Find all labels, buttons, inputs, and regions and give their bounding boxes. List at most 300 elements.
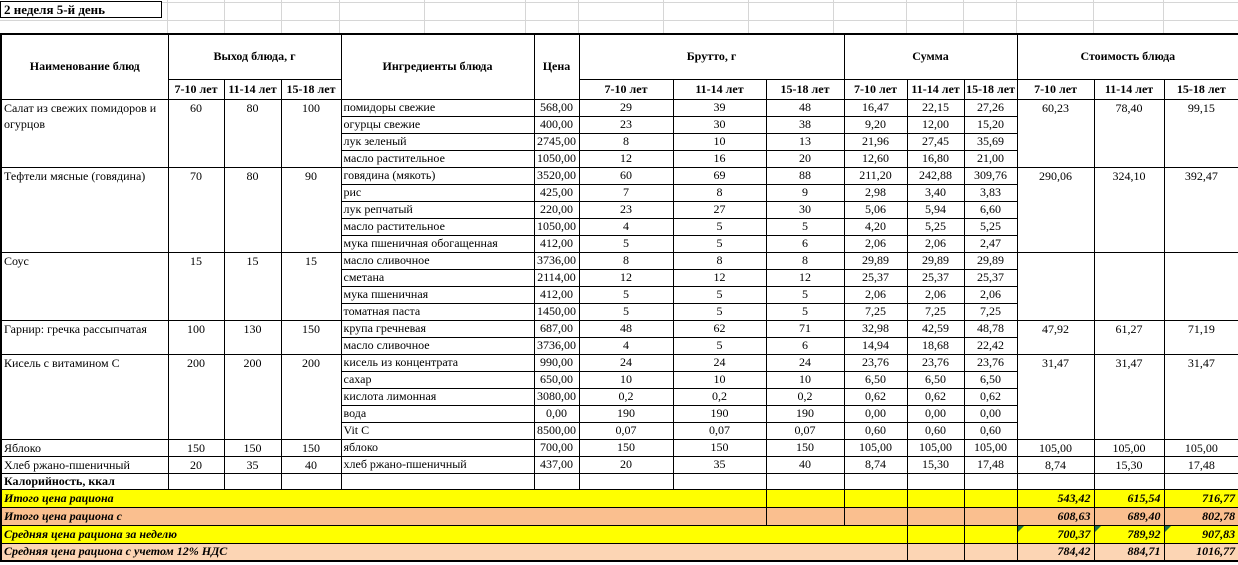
ingredient-name-cell[interactable]: масло растительное	[341, 218, 534, 235]
summary-value-cell[interactable]	[1017, 543, 1094, 561]
summary-spacer-cell[interactable]	[766, 489, 844, 507]
summary-value-cell[interactable]	[1094, 525, 1164, 543]
sum-cell[interactable]: 12,00	[907, 116, 964, 133]
brutto-cell[interactable]: 8	[579, 252, 673, 269]
brutto-cell[interactable]: 4	[579, 337, 673, 354]
output-cell[interactable]: 150	[281, 320, 341, 354]
ingredient-name-cell[interactable]: лук зеленый	[341, 133, 534, 150]
summary-value: 716,77	[1202, 490, 1236, 505]
summary-value-cell[interactable]	[1164, 525, 1238, 543]
brutto-cell[interactable]: 5	[673, 218, 766, 235]
ingredient-row	[1, 456, 1238, 473]
ingredient-name-cell[interactable]: хлеб ржано-пшеничный	[341, 456, 534, 473]
header-brutto[interactable]: Брутто, г	[579, 34, 844, 79]
empty-cell[interactable]	[964, 473, 1017, 489]
sum-cell[interactable]: 4,20	[844, 218, 907, 235]
price-cell[interactable]: 1050,00	[534, 218, 579, 235]
summary-label-cell[interactable]: Средняя цена рациона за неделю	[1, 525, 907, 543]
sum-cell[interactable]: 42,59	[907, 320, 964, 337]
brutto-cell[interactable]: 38	[766, 116, 844, 133]
sum-cell[interactable]: 27,45	[907, 133, 964, 150]
brutto-cell[interactable]: 20	[766, 150, 844, 167]
brutto-cell[interactable]: 62	[673, 320, 766, 337]
brutto-cell[interactable]: 20	[579, 456, 673, 473]
brutto-cell[interactable]: 8	[673, 184, 766, 201]
dish-cost-cell[interactable]: 71,19	[1164, 320, 1238, 354]
sum-cell[interactable]: 35,69	[964, 133, 1017, 150]
summary-spacer-cell[interactable]	[844, 507, 907, 525]
sum-cell[interactable]: 0,62	[907, 388, 964, 405]
ingredient-name-cell[interactable]: томатная паста	[341, 303, 534, 320]
sum-cell[interactable]: 242,88	[907, 167, 964, 184]
brutto-cell[interactable]: 24	[673, 354, 766, 371]
ingredient-name-cell[interactable]: помидоры свежие	[341, 99, 534, 116]
dish-cost-cell[interactable]: 47,92	[1017, 320, 1094, 354]
summary-value-cell[interactable]	[1164, 489, 1238, 507]
price-cell[interactable]: 437,00	[534, 456, 579, 473]
sheet-title-cell[interactable]: 2 неделя 5-й день	[0, 1, 162, 18]
dish-cost-cell[interactable]	[1017, 252, 1094, 320]
header-age-group[interactable]: 11-14 лет	[224, 79, 281, 99]
brutto-cell[interactable]: 7	[579, 184, 673, 201]
brutto-cell[interactable]: 5	[673, 337, 766, 354]
output-cell[interactable]: 15	[224, 252, 281, 320]
sum-cell[interactable]: 23,76	[907, 354, 964, 371]
price-cell[interactable]: 700,00	[534, 439, 579, 456]
price-cell[interactable]: 3080,00	[534, 388, 579, 405]
header-age-group[interactable]: 15-18 лет	[766, 79, 844, 99]
sum-cell[interactable]: 0,60	[964, 422, 1017, 439]
brutto-cell[interactable]: 190	[766, 405, 844, 422]
price-cell[interactable]: 990,00	[534, 354, 579, 371]
ingredient-name-cell[interactable]: мука пшеничная обогащенная	[341, 235, 534, 252]
sum-cell[interactable]: 211,20	[844, 167, 907, 184]
output-cell[interactable]: 130	[224, 320, 281, 354]
brutto-cell[interactable]: 5	[766, 286, 844, 303]
dish-cost-cell[interactable]: 78,40	[1094, 99, 1164, 167]
sum-cell[interactable]: 15,20	[964, 116, 1017, 133]
brutto-cell[interactable]: 4	[579, 218, 673, 235]
empty-cell[interactable]	[168, 473, 224, 489]
price-cell[interactable]: 687,00	[534, 320, 579, 337]
sum-cell[interactable]: 32,98	[844, 320, 907, 337]
dish-name-cell[interactable]: Соус	[1, 252, 168, 320]
header-sum[interactable]: Сумма	[844, 34, 1017, 79]
calories-row	[1, 473, 1238, 489]
summary-spacer-cell[interactable]	[844, 489, 907, 507]
summary-value-cell[interactable]	[1094, 489, 1164, 507]
sum-cell[interactable]: 0,60	[907, 422, 964, 439]
dish-cost-cell[interactable]: 60,23	[1017, 99, 1094, 167]
ingredient-name-cell[interactable]: говядина (мякоть)	[341, 167, 534, 184]
dish-name-cell[interactable]: Хлеб ржано-пшеничный	[1, 456, 168, 473]
dish-cost-cell[interactable]	[1164, 252, 1238, 320]
dish-cost-cell[interactable]: 15,30	[1094, 456, 1164, 473]
sum-cell[interactable]: 9,20	[844, 116, 907, 133]
ingredient-name-cell[interactable]: кисель из концентрата	[341, 354, 534, 371]
header-age-group[interactable]: 15-18 лет	[281, 79, 341, 99]
sum-cell[interactable]: 29,89	[844, 252, 907, 269]
summary-value-cell[interactable]	[1017, 507, 1094, 525]
ingredient-name-cell[interactable]: масло сливочное	[341, 337, 534, 354]
sum-cell[interactable]: 105,00	[844, 439, 907, 456]
calories-label-cell[interactable]: Калорийность, ккал	[1, 473, 168, 489]
sum-cell[interactable]: 2,06	[844, 235, 907, 252]
empty-cell[interactable]	[1017, 473, 1094, 489]
brutto-cell[interactable]: 16	[673, 150, 766, 167]
ingredient-row	[1, 439, 1238, 456]
sum-cell[interactable]: 16,80	[907, 150, 964, 167]
gridline	[1093, 0, 1094, 33]
sum-cell[interactable]: 2,06	[964, 286, 1017, 303]
summary-value-cell[interactable]	[1017, 525, 1094, 543]
price-cell[interactable]: 650,00	[534, 371, 579, 388]
sum-cell[interactable]: 6,60	[964, 201, 1017, 218]
brutto-cell[interactable]: 150	[673, 439, 766, 456]
header-output[interactable]: Выход блюда, г	[168, 34, 341, 79]
dish-cost-cell[interactable]: 105,00	[1164, 439, 1238, 456]
brutto-cell[interactable]: 13	[766, 133, 844, 150]
summary-spacer-cell[interactable]	[964, 543, 1017, 561]
sum-cell[interactable]: 2,06	[907, 235, 964, 252]
brutto-cell[interactable]: 0,07	[673, 422, 766, 439]
brutto-cell[interactable]: 12	[579, 150, 673, 167]
brutto-cell[interactable]: 0,07	[766, 422, 844, 439]
summary-spacer-cell[interactable]	[766, 507, 844, 525]
brutto-cell[interactable]: 12	[766, 269, 844, 286]
price-cell[interactable]: 425,00	[534, 184, 579, 201]
dish-cost-cell[interactable]: 31,47	[1164, 354, 1238, 439]
price-cell[interactable]: 3736,00	[534, 252, 579, 269]
sum-cell[interactable]: 14,94	[844, 337, 907, 354]
brutto-cell[interactable]: 24	[579, 354, 673, 371]
header-age-group[interactable]: 7-10 лет	[168, 79, 224, 99]
brutto-cell[interactable]: 12	[579, 269, 673, 286]
ingredient-name-cell[interactable]: сметана	[341, 269, 534, 286]
brutto-cell[interactable]: 5	[579, 286, 673, 303]
sum-cell[interactable]: 23,76	[964, 354, 1017, 371]
sum-cell[interactable]: 7,25	[964, 303, 1017, 320]
brutto-cell[interactable]: 5	[673, 235, 766, 252]
summary-label-cell[interactable]: Средняя цена рациона с учетом 12% НДС	[1, 543, 907, 561]
brutto-cell[interactable]: 8	[673, 252, 766, 269]
output-cell[interactable]: 200	[224, 354, 281, 439]
sum-cell[interactable]: 25,37	[964, 269, 1017, 286]
empty-cell[interactable]	[1094, 473, 1164, 489]
dish-cost-cell[interactable]: 8,74	[1017, 456, 1094, 473]
sum-cell[interactable]: 21,00	[964, 150, 1017, 167]
dish-cost-cell[interactable]: 324,10	[1094, 167, 1164, 252]
header-age-group[interactable]: 7-10 лет	[579, 79, 673, 99]
ingredient-name-cell[interactable]: кислота лимонная	[341, 388, 534, 405]
summary-row	[1, 543, 1238, 561]
output-cell[interactable]: 150	[168, 439, 224, 456]
sum-cell[interactable]: 5,06	[844, 201, 907, 218]
sum-cell[interactable]: 6,50	[844, 371, 907, 388]
brutto-cell[interactable]: 150	[579, 439, 673, 456]
header-age-group[interactable]: 15-18 лет	[964, 79, 1017, 99]
sum-cell[interactable]: 6,50	[907, 371, 964, 388]
price-cell[interactable]: 3736,00	[534, 337, 579, 354]
sum-cell[interactable]: 22,15	[907, 99, 964, 116]
sum-cell[interactable]: 23,76	[844, 354, 907, 371]
output-cell[interactable]: 150	[224, 439, 281, 456]
summary-spacer-cell[interactable]	[907, 543, 964, 561]
sum-cell[interactable]: 7,25	[907, 303, 964, 320]
header-age-group[interactable]: 11-14 лет	[673, 79, 766, 99]
sum-cell[interactable]: 22,42	[964, 337, 1017, 354]
output-cell[interactable]: 200	[281, 354, 341, 439]
summary-spacer-cell[interactable]	[964, 489, 1017, 507]
brutto-cell[interactable]: 30	[673, 116, 766, 133]
dish-cost-cell[interactable]	[1094, 252, 1164, 320]
brutto-cell[interactable]: 5	[579, 235, 673, 252]
sum-cell[interactable]: 6,50	[964, 371, 1017, 388]
summary-label-cell[interactable]: Итого цена рациона с	[1, 507, 766, 525]
brutto-cell[interactable]: 190	[579, 405, 673, 422]
sum-cell[interactable]: 0,00	[907, 405, 964, 422]
dish-name-cell[interactable]: Салат из свежих помидоров и огурцов	[1, 99, 168, 167]
header-cost[interactable]: Стоимость блюда	[1017, 34, 1238, 79]
summary-spacer-cell[interactable]	[907, 507, 964, 525]
sum-cell[interactable]: 8,74	[844, 456, 907, 473]
sum-cell[interactable]: 18,68	[907, 337, 964, 354]
sum-cell[interactable]: 29,89	[964, 252, 1017, 269]
price-cell[interactable]: 568,00	[534, 99, 579, 116]
dish-name-cell[interactable]: Яблоко	[1, 439, 168, 456]
brutto-cell[interactable]: 29	[579, 99, 673, 116]
empty-cell[interactable]	[281, 473, 341, 489]
brutto-cell[interactable]: 0,2	[673, 388, 766, 405]
ingredient-name-cell[interactable]: масло растительное	[341, 150, 534, 167]
price-cell[interactable]: 412,00	[534, 286, 579, 303]
brutto-cell[interactable]: 12	[673, 269, 766, 286]
output-cell[interactable]: 60	[168, 99, 224, 167]
brutto-cell[interactable]: 9	[766, 184, 844, 201]
brutto-cell[interactable]: 10	[579, 371, 673, 388]
sum-cell[interactable]: 27,26	[964, 99, 1017, 116]
sum-cell[interactable]: 12,60	[844, 150, 907, 167]
sum-cell[interactable]: 7,25	[844, 303, 907, 320]
brutto-cell[interactable]: 190	[673, 405, 766, 422]
empty-cell[interactable]	[844, 473, 907, 489]
empty-cell[interactable]	[341, 473, 534, 489]
summary-value-cell[interactable]	[1094, 543, 1164, 561]
brutto-cell[interactable]: 8	[766, 252, 844, 269]
brutto-cell[interactable]: 10	[673, 371, 766, 388]
output-cell[interactable]: 90	[281, 167, 341, 252]
brutto-cell[interactable]: 5	[766, 218, 844, 235]
header-age-group[interactable]: 11-14 лет	[1094, 79, 1164, 99]
dish-name-cell[interactable]: Тефтели мясные (говядина)	[1, 167, 168, 252]
sum-cell[interactable]: 25,37	[907, 269, 964, 286]
brutto-cell[interactable]: 40	[766, 456, 844, 473]
empty-cell[interactable]	[766, 473, 844, 489]
dish-cost-cell[interactable]: 105,00	[1094, 439, 1164, 456]
summary-label-cell[interactable]: Итого цена рациона	[1, 489, 766, 507]
ingredient-name-cell[interactable]: лук репчатый	[341, 201, 534, 218]
brutto-cell[interactable]: 60	[579, 167, 673, 184]
ingredient-name-cell[interactable]: крупа гречневая	[341, 320, 534, 337]
output-cell[interactable]: 80	[224, 99, 281, 167]
sum-cell[interactable]: 0,60	[844, 422, 907, 439]
brutto-cell[interactable]: 23	[579, 116, 673, 133]
header-age-group[interactable]: 7-10 лет	[844, 79, 907, 99]
brutto-cell[interactable]: 23	[579, 201, 673, 218]
sum-cell[interactable]: 3,83	[964, 184, 1017, 201]
empty-cell[interactable]	[579, 473, 673, 489]
brutto-cell[interactable]: 5	[673, 286, 766, 303]
sum-cell[interactable]: 15,30	[907, 456, 964, 473]
summary-value: 608,63	[1057, 508, 1091, 523]
sum-cell[interactable]: 105,00	[907, 439, 964, 456]
dish-name-cell[interactable]: Гарнир: гречка рассыпчатая	[1, 320, 168, 354]
summary-value-cell[interactable]	[1164, 507, 1238, 525]
summary-value-cell[interactable]	[1017, 489, 1094, 507]
dish-cost-cell[interactable]: 61,27	[1094, 320, 1164, 354]
ingredient-name-cell[interactable]: огурцы свежие	[341, 116, 534, 133]
brutto-cell[interactable]: 0,2	[766, 388, 844, 405]
sum-cell[interactable]: 5,25	[964, 218, 1017, 235]
brutto-cell[interactable]: 150	[766, 439, 844, 456]
brutto-cell[interactable]: 48	[579, 320, 673, 337]
output-cell[interactable]: 100	[281, 99, 341, 167]
sum-cell[interactable]: 16,47	[844, 99, 907, 116]
summary-spacer-cell[interactable]	[907, 489, 964, 507]
brutto-cell[interactable]: 8	[579, 133, 673, 150]
ingredient-name-cell[interactable]: вода	[341, 405, 534, 422]
price-cell[interactable]: 8500,00	[534, 422, 579, 439]
output-cell[interactable]: 20	[168, 456, 224, 473]
sum-cell[interactable]: 2,06	[907, 286, 964, 303]
dish-cost-cell[interactable]: 290,06	[1017, 167, 1094, 252]
sum-cell[interactable]: 2,98	[844, 184, 907, 201]
header-age-group[interactable]: 15-18 лет	[1164, 79, 1238, 99]
ingredient-name-cell[interactable]: яблоко	[341, 439, 534, 456]
sum-cell[interactable]: 0,00	[964, 405, 1017, 422]
output-cell[interactable]: 70	[168, 167, 224, 252]
brutto-cell[interactable]: 71	[766, 320, 844, 337]
summary-value: 1016,77	[1196, 544, 1236, 559]
header-age-group[interactable]: 11-14 лет	[907, 79, 964, 99]
sum-cell[interactable]: 5,94	[907, 201, 964, 218]
output-cell[interactable]: 15	[281, 252, 341, 320]
sum-cell[interactable]: 309,76	[964, 167, 1017, 184]
brutto-cell[interactable]: 5	[766, 303, 844, 320]
price-cell[interactable]: 3520,00	[534, 167, 579, 184]
summary-value: 700,37	[1057, 526, 1091, 541]
sum-cell[interactable]: 0,62	[844, 388, 907, 405]
sum-cell[interactable]: 25,37	[844, 269, 907, 286]
brutto-cell[interactable]: 69	[673, 167, 766, 184]
sum-cell[interactable]: 0,00	[844, 405, 907, 422]
summary-spacer-cell[interactable]	[907, 525, 964, 543]
output-cell[interactable]: 35	[224, 456, 281, 473]
price-cell[interactable]: 412,00	[534, 235, 579, 252]
brutto-cell[interactable]: 0,2	[579, 388, 673, 405]
brutto-cell[interactable]: 10	[673, 133, 766, 150]
price-cell[interactable]: 2745,00	[534, 133, 579, 150]
brutto-cell[interactable]: 35	[673, 456, 766, 473]
brutto-cell[interactable]: 0,07	[579, 422, 673, 439]
ingredient-name-cell[interactable]: сахар	[341, 371, 534, 388]
sum-cell[interactable]: 17,48	[964, 456, 1017, 473]
empty-cell[interactable]	[534, 473, 579, 489]
brutto-cell[interactable]: 5	[673, 303, 766, 320]
price-cell[interactable]: 2114,00	[534, 269, 579, 286]
brutto-cell[interactable]: 27	[673, 201, 766, 218]
header-dish-name[interactable]: Наименование блюд	[1, 34, 168, 99]
dish-cost-cell[interactable]: 392,47	[1164, 167, 1238, 252]
summary-spacer-cell[interactable]	[964, 507, 1017, 525]
header-price[interactable]: Цена	[534, 34, 579, 99]
dish-cost-cell[interactable]: 17,48	[1164, 456, 1238, 473]
sum-cell[interactable]: 105,00	[964, 439, 1017, 456]
output-cell[interactable]: 200	[168, 354, 224, 439]
header-age-group[interactable]: 7-10 лет	[1017, 79, 1094, 99]
empty-cell[interactable]	[224, 473, 281, 489]
brutto-cell[interactable]: 39	[673, 99, 766, 116]
dish-cost-cell[interactable]: 99,15	[1164, 99, 1238, 167]
ingredient-name-cell[interactable]: рис	[341, 184, 534, 201]
dish-cost-cell[interactable]: 31,47	[1017, 354, 1094, 439]
brutto-cell[interactable]: 24	[766, 354, 844, 371]
sum-cell[interactable]: 48,78	[964, 320, 1017, 337]
brutto-cell[interactable]: 48	[766, 99, 844, 116]
empty-cell[interactable]	[907, 473, 964, 489]
brutto-cell[interactable]: 5	[579, 303, 673, 320]
gridline	[339, 0, 340, 33]
sum-cell[interactable]: 2,47	[964, 235, 1017, 252]
empty-cell[interactable]	[1164, 473, 1238, 489]
ingredient-name-cell[interactable]: масло сливочное	[341, 252, 534, 269]
summary-spacer-cell[interactable]	[964, 525, 1017, 543]
summary-row	[1, 489, 1238, 507]
sum-cell[interactable]: 5,25	[907, 218, 964, 235]
output-cell[interactable]: 15	[168, 252, 224, 320]
ingredient-name-cell[interactable]: Vit C	[341, 422, 534, 439]
output-cell[interactable]: 150	[281, 439, 341, 456]
price-cell[interactable]: 220,00	[534, 201, 579, 218]
brutto-cell[interactable]: 10	[766, 371, 844, 388]
header-ingredients[interactable]: Ингредиенты блюда	[341, 34, 534, 99]
output-cell[interactable]: 100	[168, 320, 224, 354]
brutto-cell[interactable]: 6	[766, 337, 844, 354]
summary-value-cell[interactable]	[1164, 543, 1238, 561]
dish-cost-cell[interactable]: 31,47	[1094, 354, 1164, 439]
output-cell[interactable]: 80	[224, 167, 281, 252]
brutto-cell[interactable]: 88	[766, 167, 844, 184]
empty-cell[interactable]	[673, 473, 766, 489]
dish-cost-cell[interactable]: 105,00	[1017, 439, 1094, 456]
ingredient-name-cell[interactable]: мука пшеничная	[341, 286, 534, 303]
output-cell[interactable]: 40	[281, 456, 341, 473]
summary-value-cell[interactable]	[1094, 507, 1164, 525]
sum-cell[interactable]: 2,06	[844, 286, 907, 303]
brutto-cell[interactable]: 30	[766, 201, 844, 218]
sum-cell[interactable]: 21,96	[844, 133, 907, 150]
dish-name-cell[interactable]: Кисель с витамином С	[1, 354, 168, 439]
brutto-cell[interactable]: 6	[766, 235, 844, 252]
price-cell[interactable]: 0,00	[534, 405, 579, 422]
price-cell[interactable]: 400,00	[534, 116, 579, 133]
sum-cell[interactable]: 29,89	[907, 252, 964, 269]
sum-cell[interactable]: 3,40	[907, 184, 964, 201]
price-cell[interactable]: 1450,00	[534, 303, 579, 320]
price-cell[interactable]: 1050,00	[534, 150, 579, 167]
sum-cell[interactable]: 0,62	[964, 388, 1017, 405]
cell-error-flag-icon	[1095, 526, 1101, 532]
